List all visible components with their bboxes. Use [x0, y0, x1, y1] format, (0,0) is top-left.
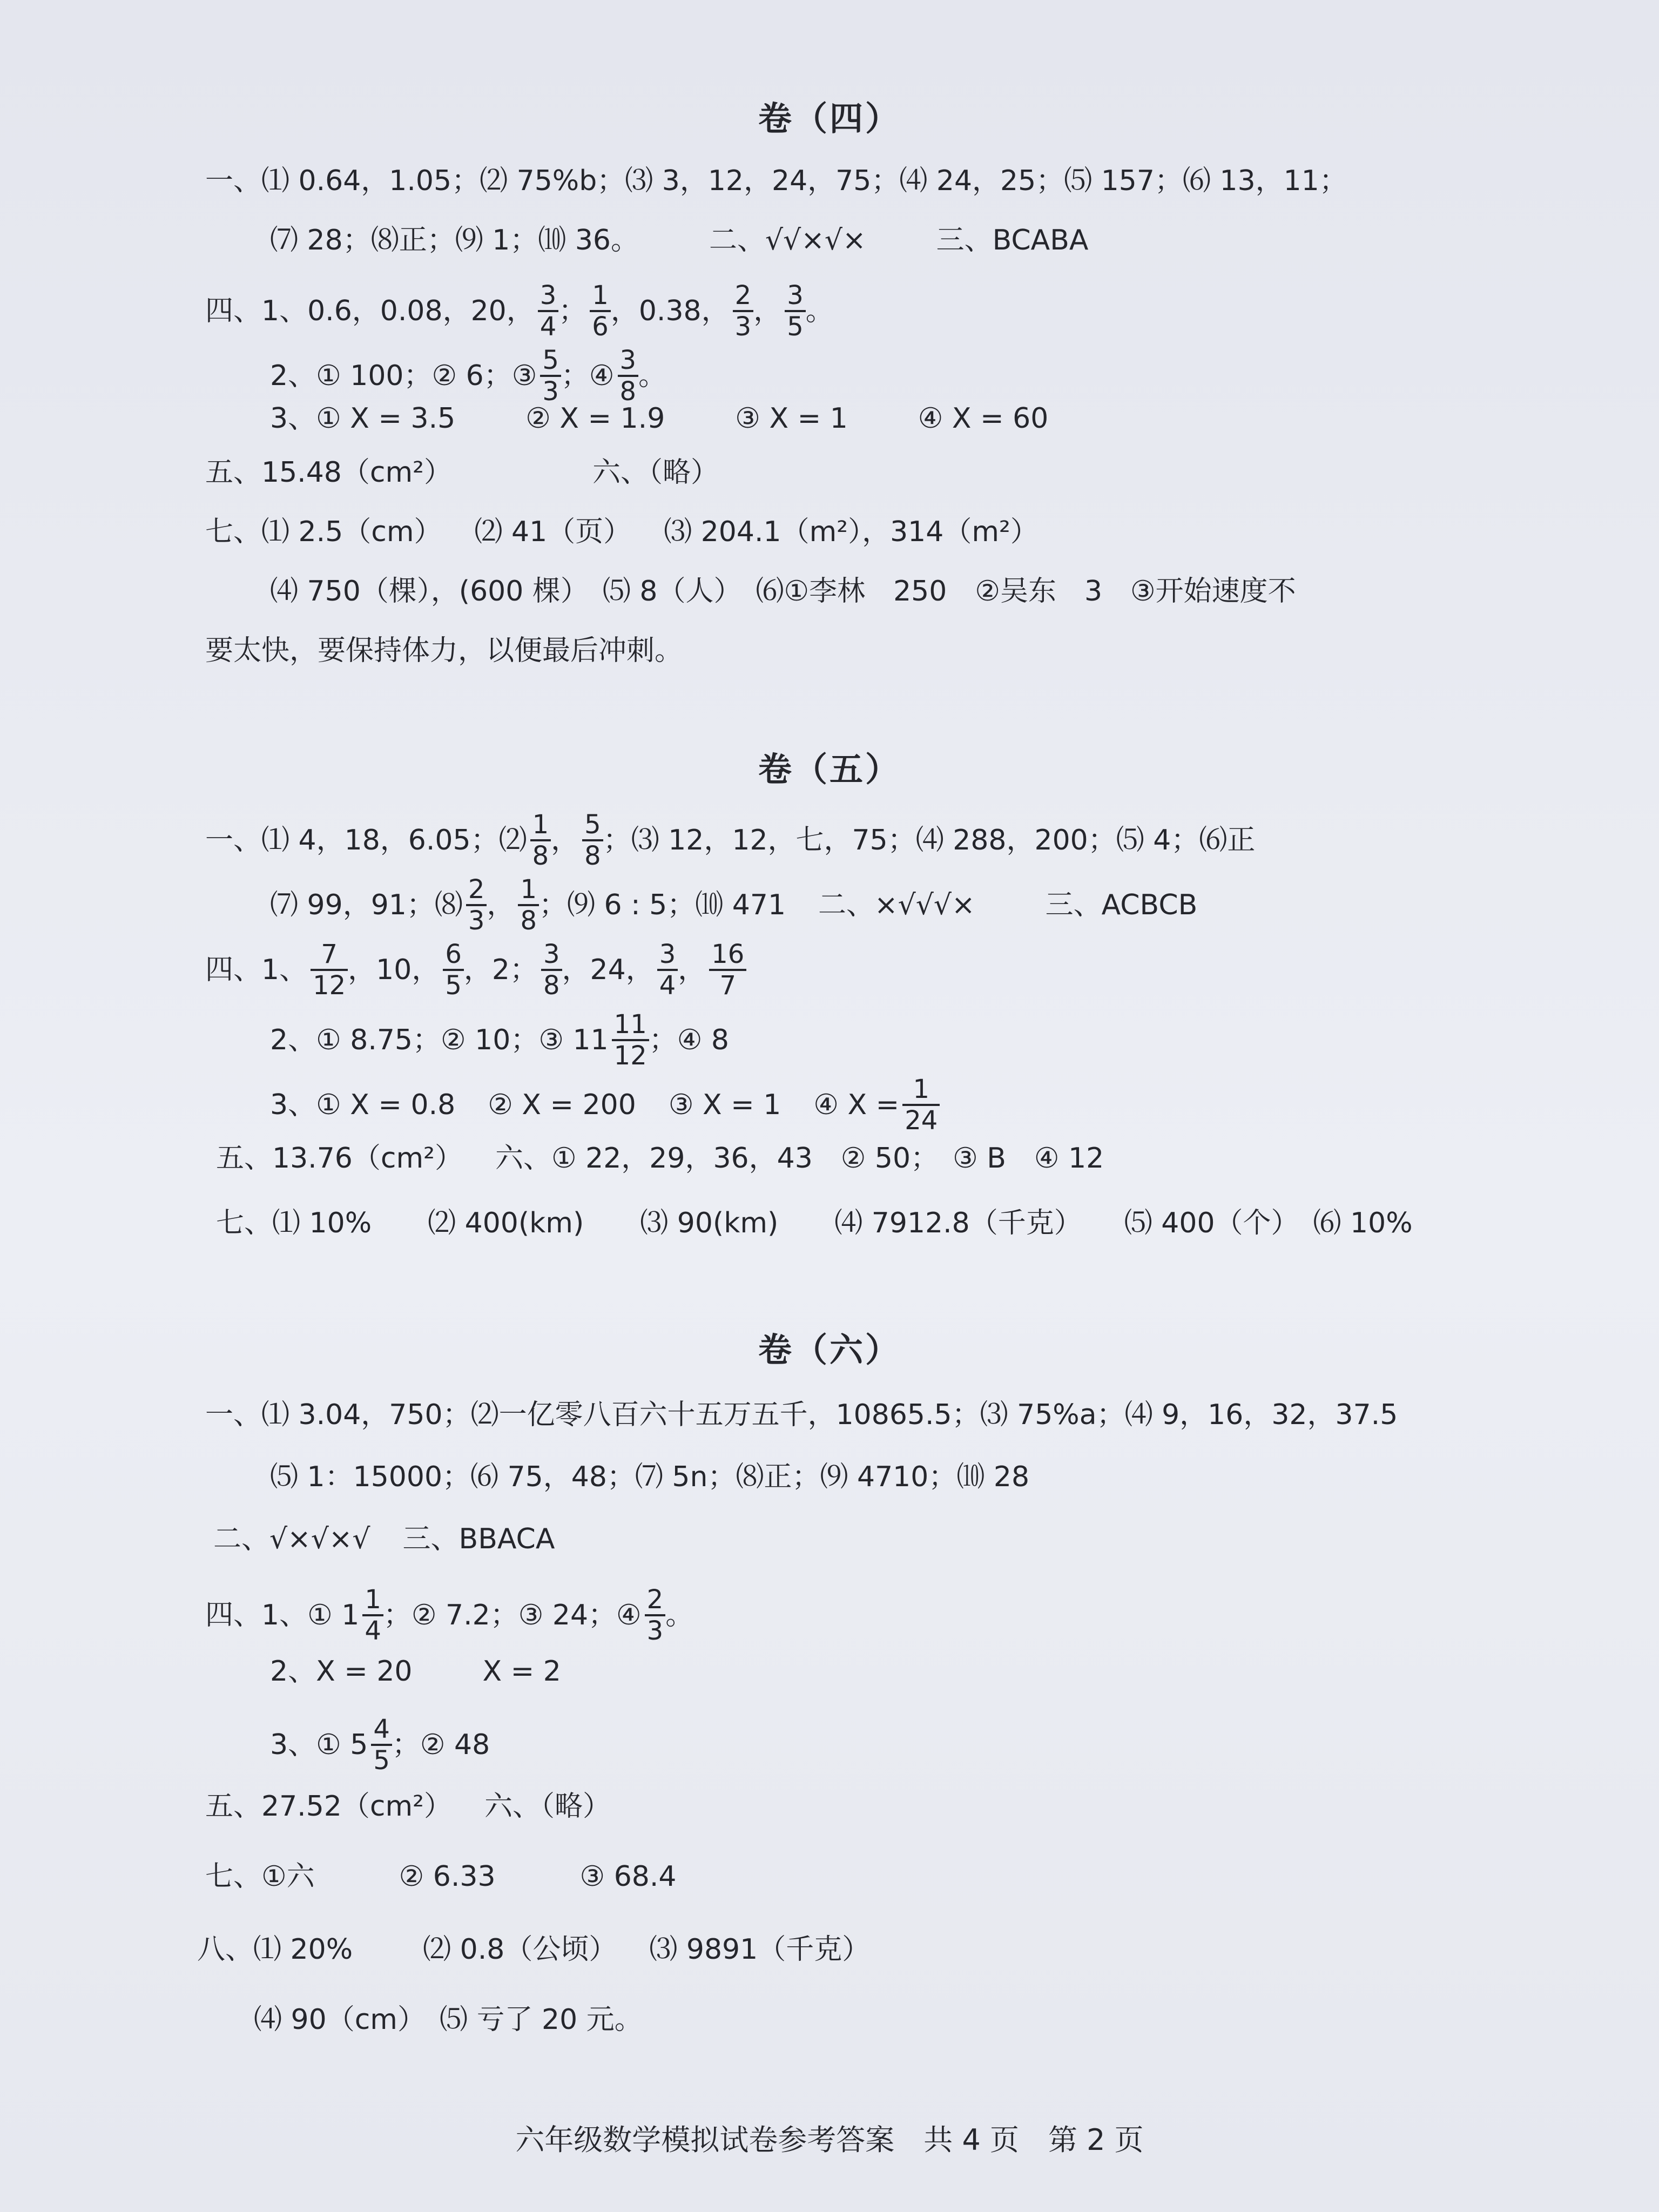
s5-part4-line1 [205, 940, 746, 1000]
s4-part1-line1 [205, 162, 1347, 200]
fraction: $\frac{3}{8}$ [541, 940, 562, 1000]
fraction: $\frac{5}{8}$ [582, 810, 603, 871]
s4-part4-line2 [270, 346, 666, 406]
equation-answer: ④ X = 60 [918, 402, 1049, 435]
s6-part8-q4-5: ⑷ 90（cm） ⑸ 亏了 20 元。 [254, 2004, 643, 2036]
s6-part8-line2 [254, 2001, 643, 2039]
s5-part1-text4: ；⑼ 6 : 5；⑽ 471 [538, 889, 786, 921]
s4-part1-tail: ⑺ 28；⑻正；⑼ 1；⑽ 36。 [270, 224, 639, 257]
s4-part1-line2 [270, 221, 1088, 259]
s5-part4-text4: ，24， [562, 954, 654, 986]
s4-part7-q3: ⑶ 204.1（m²），314（m²） [664, 516, 1038, 548]
s4-part7-line2 [270, 572, 1296, 610]
s6-part8-line1 [197, 1931, 870, 1968]
s4-part7-line1 [205, 513, 1038, 551]
s5-part3: 三、ACBCB [1045, 889, 1198, 921]
s6-part2-3 [213, 1520, 555, 1558]
period: 。 [665, 1599, 694, 1631]
equation-answer: X = 2 [482, 1655, 561, 1688]
s5-part7-text: 七、⑴ 10% ⑵ 400(km) ⑶ 90(km) ⑷ 7912.8（千克） ⑸ 400（个） ⑹ 10% [216, 1207, 1413, 1239]
s5-part4-text2: ，10， [348, 954, 440, 986]
equation-answer: ③ X = 1 [668, 1089, 781, 1121]
s6-part4-text2: ；② 7.2；③ 24；④ [383, 1599, 642, 1631]
section-title-5: 卷（五） [758, 750, 901, 789]
s4-part4-line1 [205, 281, 834, 341]
fraction: $\frac{1}{6}$ [590, 281, 611, 341]
s5-part1-text2: ；⑶ 12，12，七，75；⑷ 288，200；⑸ 4；⑹正 [603, 824, 1256, 857]
s6-part6: 六、（略） [484, 1790, 611, 1823]
fraction: $\frac{1}{4}$ [362, 1585, 383, 1645]
s4-part4-line3 [270, 400, 1048, 437]
s4-part7-line3 [205, 632, 683, 670]
separator: ， [678, 954, 706, 986]
s6-part1-text1: 一、⑴ 3.04，750；⑵一亿零八百六十五万五千，10865.5；⑶ 75%a；⑷ 9，16，32，37.5 [205, 1399, 1398, 1431]
s4-part7-q2: ⑵ 41（页） [474, 516, 632, 548]
s6-part1-line2 [270, 1458, 1029, 1496]
s5-part5: 五、13.76（cm²） [216, 1142, 463, 1175]
fraction: $\frac{3}{4}$ [657, 940, 678, 1000]
fraction: $\frac{1}{24}$ [902, 1075, 940, 1135]
fraction: $\frac{11}{12}$ [612, 1010, 649, 1070]
fraction: $\frac{3}{4}$ [538, 281, 559, 341]
s4-part7-q4-6: ⑷ 750（棵），(600 棵） ⑸ 8（人） ⑹①李林 250 ②吴东 3 ③开始速度不 [270, 575, 1296, 608]
s6-part4-line2 [270, 1653, 561, 1690]
s5-part1-text3: ⑺ 99，91；⑻ [270, 889, 463, 921]
equation-answer: ② X = 1.9 [525, 402, 665, 435]
s6-part1-line1 [205, 1396, 1398, 1434]
s5-part7 [216, 1204, 1413, 1242]
s6-part7 [205, 1858, 676, 1896]
fraction: $\frac{5}{3}$ [540, 346, 561, 406]
equation-answer: ④ X = [813, 1089, 900, 1121]
fraction: $\frac{2}{3}$ [645, 1585, 666, 1645]
s6-part4-q3-text2: ；② 48 [392, 1729, 490, 1761]
s6-part4-line1 [205, 1585, 693, 1645]
s6-part1-text2: ⑸ 1：15000；⑹ 75，48；⑺ 5n；⑻正；⑼ 4710；⑽ 28 [270, 1461, 1030, 1493]
equation-answer: ② X = 200 [488, 1089, 636, 1121]
fraction: $\frac{2}{3}$ [733, 281, 754, 341]
fraction: $\frac{6}{5}$ [443, 940, 464, 1000]
fraction: $\frac{16}{7}$ [709, 940, 746, 1000]
separator: ， [487, 889, 515, 921]
period: 。 [805, 295, 834, 327]
s5-part1-line1 [205, 810, 1255, 871]
section-title-6: 卷（六） [758, 1330, 901, 1370]
s6-part7-text: 七、①六 ② 6.33 ③ 68.4 [205, 1860, 677, 1893]
fraction: $\frac{4}{5}$ [371, 1715, 392, 1775]
s5-part4-line3 [270, 1075, 940, 1135]
separator: ， [551, 824, 579, 857]
fraction: $\frac{2}{3}$ [466, 875, 487, 935]
equation-answer: 2、X = 20 [270, 1655, 413, 1688]
fraction: $\frac{7}{12}$ [311, 940, 348, 1000]
s4-part6: 六、（略） [592, 456, 719, 489]
equation-answer: 3、① X = 3.5 [270, 402, 456, 435]
period: 。 [638, 360, 667, 392]
s4-part4-q2-text2: ；④ [561, 360, 615, 392]
section-title-4: 卷（四） [758, 99, 901, 138]
s4-part4-text1: 四、1、0.6，0.08，20， [205, 295, 535, 327]
equation-answer: ③ X = 1 [735, 402, 848, 435]
s4-part5-6 [205, 454, 719, 491]
s4-part1-text: 一、⑴ 0.64，1.05；⑵ 75%b；⑶ 3，12，24，75；⑷ 24，25；⑸ 157；⑹ 13，11； [205, 165, 1347, 197]
s4-part4-text2: ，0.38， [610, 295, 730, 327]
separator: ， [753, 295, 782, 327]
s6-part3: 三、BBACA [402, 1523, 555, 1555]
s5-part4-text3: ，2； [463, 954, 538, 986]
s4-part7-q1: 七、⑴ 2.5（cm） [205, 516, 442, 548]
s6-part8-q3: ⑶ 9891（千克） [649, 1933, 871, 1966]
s5-part4-q2-text1: 2、① 8.75；② 10；③ 11 [270, 1024, 609, 1056]
s5-part2: 二、×√√√× [818, 889, 975, 921]
s6-part4-q3-text1: 3、① 5 [270, 1729, 368, 1761]
fraction: $\frac{1}{8}$ [530, 810, 551, 871]
s4-part3: 三、BCABA [936, 224, 1089, 257]
s5-part1-text1: 一、⑴ 4，18，6.05；⑵ [205, 824, 527, 857]
s6-part8-q1: 八、⑴ 20% [197, 1933, 353, 1966]
equation-answer: 3、① X = 0.8 [270, 1089, 456, 1121]
s5-part4-q2-text2: ；④ 8 [649, 1024, 729, 1056]
s4-part5: 五、15.48（cm²） [205, 456, 452, 489]
s5-part1-line2 [270, 875, 1197, 935]
s6-part4-line3 [270, 1715, 490, 1775]
s6-part5-6 [205, 1788, 611, 1825]
s6-part5: 五、27.52（cm²） [205, 1790, 452, 1823]
fraction: $\frac{3}{8}$ [618, 346, 639, 406]
s5-part4-text1: 四、1、 [205, 954, 308, 986]
s4-part4-q2-text: 2、① 100；② 6；③ [270, 360, 537, 392]
s6-part2: 二、√×√×√ [213, 1523, 370, 1555]
s5-part6: 六、① 22，29，36，43 ② 50； ③ B ④ 12 [495, 1142, 1104, 1175]
separator: ； [558, 295, 587, 327]
fraction: $\frac{3}{5}$ [785, 281, 806, 341]
s5-part5-6 [216, 1139, 1104, 1177]
s5-part4-line2 [270, 1010, 729, 1070]
s6-part8-q2: ⑵ 0.8（公顷） [423, 1933, 617, 1966]
s6-part4-text1: 四、1、① 1 [205, 1599, 360, 1631]
s4-part7-q6-tail: 要太快，要保持体力，以便最后冲刺。 [205, 635, 683, 667]
fraction: $\frac{1}{8}$ [518, 875, 539, 935]
page-footer: 六年级数学模拟试卷参考答案 共 4 页 第 2 页 [515, 2123, 1144, 2157]
s4-part2: 二、√√×√× [709, 224, 866, 257]
